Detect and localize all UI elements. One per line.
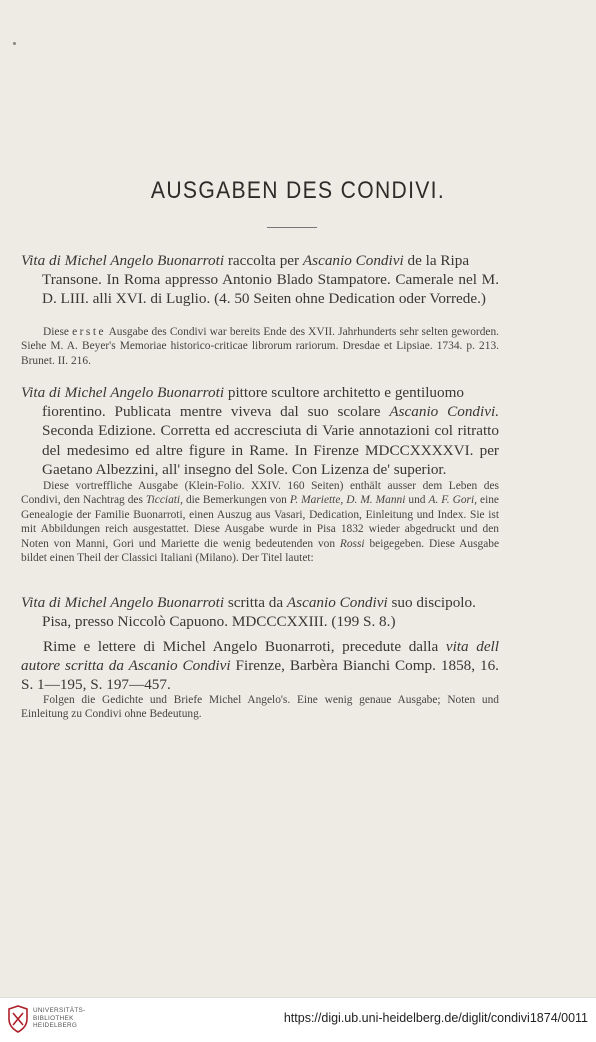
- entry-3-continuation: Pisa, presso Niccolò Capuono. MDCCCXXIII. (199 S. 8.): [42, 613, 396, 631]
- edition-entry-1: [21, 251, 499, 309]
- edition-entry-3: [21, 593, 499, 631]
- entry-2-first-line: Vita di Michel Angelo Buonarroti pittore scultore architetto e gentiluomo: [21, 384, 465, 401]
- edition-entry-4: Rime e lettere di Michel Angelo Buonarroti, precedute dalla vita dell autore scritta da Ascanio Condivi Firenze, Barbèra Bianchi Comp. 1858, 16. S. 1—195, S. 197—457.: [21, 638, 499, 694]
- viewer-footer: [0, 997, 596, 1042]
- title-rule: [267, 227, 317, 228]
- margin-mark: [13, 42, 16, 45]
- page-title: AUSGABEN DES CONDIVI.: [150, 177, 446, 204]
- entry-3-first-line: Vita di Michel Angelo Buonarroti scritta da Ascanio Condivi suo discipolo.: [21, 594, 476, 611]
- university-library-logo-icon: [7, 1005, 29, 1033]
- library-name: UNIVERSITÄTS- BIBLIOTHEK HEIDELBERG: [33, 1007, 86, 1030]
- permalink-url[interactable]: https://digi.ub.uni-heidelberg.de/diglit/condivi1874/0011: [283, 1011, 588, 1025]
- edition-entry-2: [21, 383, 499, 479]
- edition-note-2: Diese vortreffliche Ausgabe (Klein-Folio. XXIV. 160 Seiten) enthält ausser dem Leben des Condivi, den Nachtrag des Ticciati, die Bemerkungen von P. Mariette, D. M. Manni und A. F. Gori, eine Genealogie der Familie Buonarroti, einen Auszug aus Vasari, Dedication, Einleitung und Index. Sie ist mit Abbildungen reich ausgestattet. Diese Ausgabe wurde in Pisa 1832 wieder abgedruckt und den Noten von Manni, Gori und Mariette die wenig bedeutenden von Rossi beigegeben. Diese Ausgabe bildet einen Theil der Classici Italiani (Milano). Der Titel lautet:: [21, 480, 499, 565]
- edition-note-1: Diese erste Ausgabe des Condivi war bereits Ende des XVII. Jahrhunderts sehr selten geworden. Siehe M. A. Beyer's Memoriae historico-criticae librorum rariorum. Dresdae et Lipsiae. 1734. p. 213. Brunet. II. 216.: [21, 326, 499, 367]
- entry-2-continuation: fiorentino. Publicata mentre viveva dal suo scolare Ascanio Condivi. Seconda Edizione. Corretta ed accresciuta di Varie annotazioni col ritratto del medesimo ed altre figure in Rame. In Firenze MDCCXXXXVI. per Gaetano Albezzini, all' insegno del Sole. Con Lizenza de' superior.: [42, 403, 499, 478]
- entry-1-first-line: Vita di Michel Angelo Buonarroti raccolta per Ascanio Condivi de la Ripa: [21, 252, 470, 269]
- entry-1-continuation: Transone. In Roma appresso Antonio Blado Stampatore. Camerale nel M. D. LIII. alli XVI. di Luglio. (4. 50 Seiten ohne Dedication oder Vorrede.): [42, 271, 499, 308]
- edition-note-3: Folgen die Gedichte und Briefe Michel Angelo's. Eine wenig genaue Ausgabe; Noten und Einleitung zu Condivi ohne Bedeutung.: [21, 694, 499, 721]
